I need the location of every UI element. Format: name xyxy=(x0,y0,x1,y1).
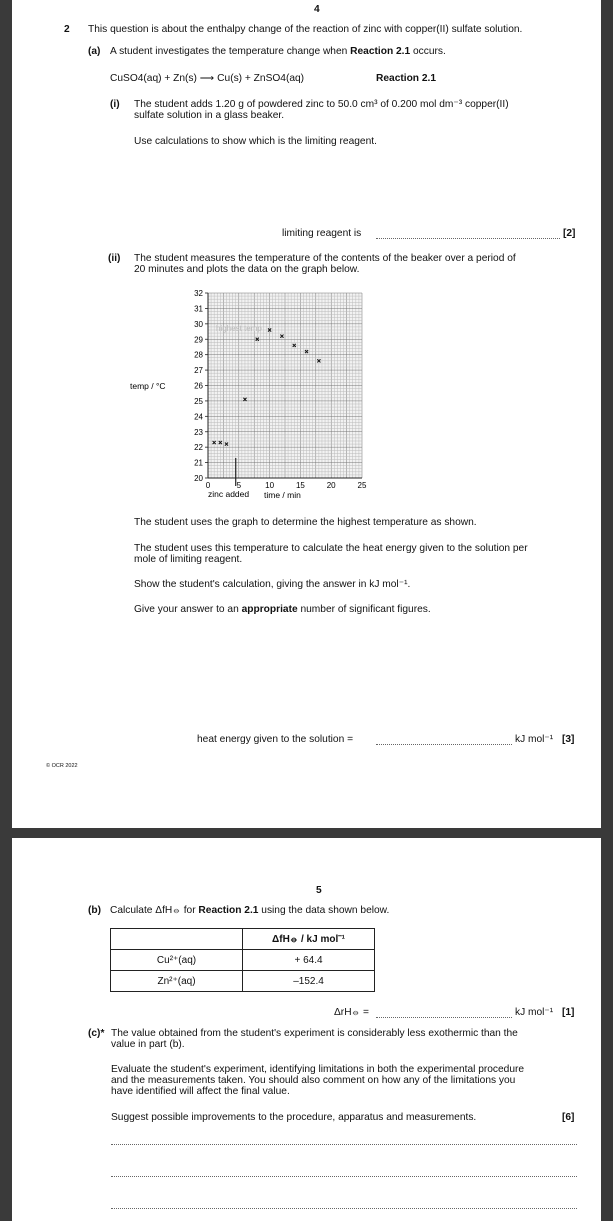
evaluate-line1: Evaluate the student's experiment, identifying limitations in both the experimental procedure xyxy=(111,1064,525,1075)
evaluate-line2: and the measurements taken. You should also comment on how any of the limitations you xyxy=(111,1075,516,1086)
suggest-improvements: Suggest possible improvements to the procedure, apparatus and measurements. xyxy=(111,1112,477,1123)
table-row xyxy=(111,950,375,971)
y-tick-label: 21 xyxy=(194,458,203,468)
y-tick-label: 26 xyxy=(194,381,203,391)
heat-unit: kJ mol⁻¹ xyxy=(515,734,554,745)
part-b-label: (b) xyxy=(88,905,102,916)
y-tick-label: 24 xyxy=(194,412,203,422)
page-number: 5 xyxy=(316,885,322,896)
table-cell-value: –152.4 xyxy=(243,971,375,992)
limiting-label: limiting reagent is xyxy=(282,228,362,239)
graph-grid xyxy=(208,293,362,478)
answer-unit: kJ mol⁻¹ xyxy=(515,1007,554,1018)
reaction-label: Reaction 2.1 xyxy=(376,73,437,84)
exam-page-5 xyxy=(12,838,601,1221)
sub-i-line1: The student adds 1.20 g of powdered zinc to 50.0 cm³ of 0.200 mol dm⁻³ copper(II) xyxy=(134,99,509,110)
y-tick-label: 23 xyxy=(194,427,203,437)
part-a-label: (a) xyxy=(88,46,101,57)
part-c-line2: value in part (b). xyxy=(111,1039,185,1050)
table-header: ΔfH⦵ / kJ mol⁻¹ xyxy=(243,929,375,950)
x-tick-label: 15 xyxy=(295,481,305,490)
table-cell-species: Cu²⁺(aq) xyxy=(111,950,243,971)
evaluate-line3: have identified will affect the final value. xyxy=(111,1086,290,1097)
table-cell-value: + 64.4 xyxy=(243,950,375,971)
y-tick-label: 27 xyxy=(194,366,203,376)
answer-label: ΔrH⦵ = xyxy=(334,1007,369,1018)
answer-line[interactable] xyxy=(111,1208,577,1209)
answer-line[interactable] xyxy=(111,1176,577,1177)
x-axis-label: time / min xyxy=(264,490,301,500)
sub-i-line2: sulfate solution in a glass beaker. xyxy=(134,110,285,121)
limiting-marks: [2] xyxy=(563,228,576,239)
highest-temp-label: highest temp xyxy=(216,324,262,333)
heat-energy-label: heat energy given to the solution = xyxy=(197,734,354,745)
sub-ii-line1: The student measures the temperature of the contents of the beaker over a period of xyxy=(134,253,516,264)
y-tick-labels xyxy=(194,289,208,483)
graph-text-1: The student uses the graph to determine the highest temperature as shown. xyxy=(134,517,477,528)
table-row xyxy=(111,971,375,992)
page-number: 4 xyxy=(314,4,320,15)
part-c-line1: The value obtained from the student's experiment is considerably less exothermic than the xyxy=(111,1028,518,1039)
sub-ii-line2: 20 minutes and plots the data on the graph below. xyxy=(134,264,360,275)
part-c-marks: [6] xyxy=(562,1112,575,1123)
graph-text-2b: mole of limiting reagent. xyxy=(134,554,243,565)
part-c-label: (c)* xyxy=(88,1028,105,1039)
y-tick-label: 31 xyxy=(194,304,203,314)
question-intro: This question is about the enthalpy change of the reaction of zinc with copper(II) sulfate solution. xyxy=(88,24,523,35)
show-calculation: Show the student's calculation, giving the answer in kJ mol⁻¹. xyxy=(134,579,411,590)
x-tick-label: 20 xyxy=(326,481,336,490)
sub-ii-label: (ii) xyxy=(108,253,121,264)
y-tick-label: 28 xyxy=(194,350,203,360)
y-tick-label: 29 xyxy=(194,335,203,345)
x-tick-label: 10 xyxy=(265,481,275,490)
y-axis-label: temp / °C xyxy=(130,381,166,391)
graph-text-2a: The student uses this temperature to calculate the heat energy given to the solution per xyxy=(134,543,528,554)
y-tick-label: 20 xyxy=(194,474,203,483)
table-cell-species: Zn²⁺(aq) xyxy=(111,971,243,992)
x-tick-label: 0 xyxy=(205,481,211,490)
heat-marks: [3] xyxy=(562,734,575,745)
give-answer: Give your answer to an appropriate number of significant figures. xyxy=(134,604,431,615)
x-tick-label: 25 xyxy=(357,481,367,490)
temperature-graph xyxy=(122,280,382,505)
heat-energy-answer-line[interactable] xyxy=(376,744,512,745)
sub-i-instruction: Use calculations to show which is the limiting reagent. xyxy=(134,136,377,147)
exam-page-4 xyxy=(12,0,601,828)
y-tick-label: 25 xyxy=(194,396,203,406)
enthalpy-table xyxy=(110,928,375,992)
dh-answer-line[interactable] xyxy=(376,1017,512,1018)
zinc-added-label: zinc added xyxy=(208,489,250,499)
y-tick-label: 22 xyxy=(194,443,203,453)
y-tick-label: 32 xyxy=(194,289,203,298)
part-a-text: A student investigates the temperature change when Reaction 2.1 occurs. xyxy=(110,46,446,57)
copyright: © OCR 2022 xyxy=(46,763,78,769)
answer-marks: [1] xyxy=(562,1007,575,1018)
table-header-empty xyxy=(111,929,243,950)
x-tick-label: 5 xyxy=(236,481,242,490)
sub-i-label: (i) xyxy=(110,99,120,110)
reaction-equation: CuSO4(aq) + Zn(s) ⟶ Cu(s) + ZnSO4(aq) xyxy=(110,73,305,84)
part-b-text: Calculate ΔfH⦵ for Reaction 2.1 using the data shown below. xyxy=(110,905,390,916)
answer-line[interactable] xyxy=(111,1144,577,1145)
limiting-answer-line[interactable] xyxy=(376,238,560,239)
y-tick-label: 30 xyxy=(194,319,203,329)
table-header-row xyxy=(111,929,375,950)
question-number: 2 xyxy=(64,24,70,35)
